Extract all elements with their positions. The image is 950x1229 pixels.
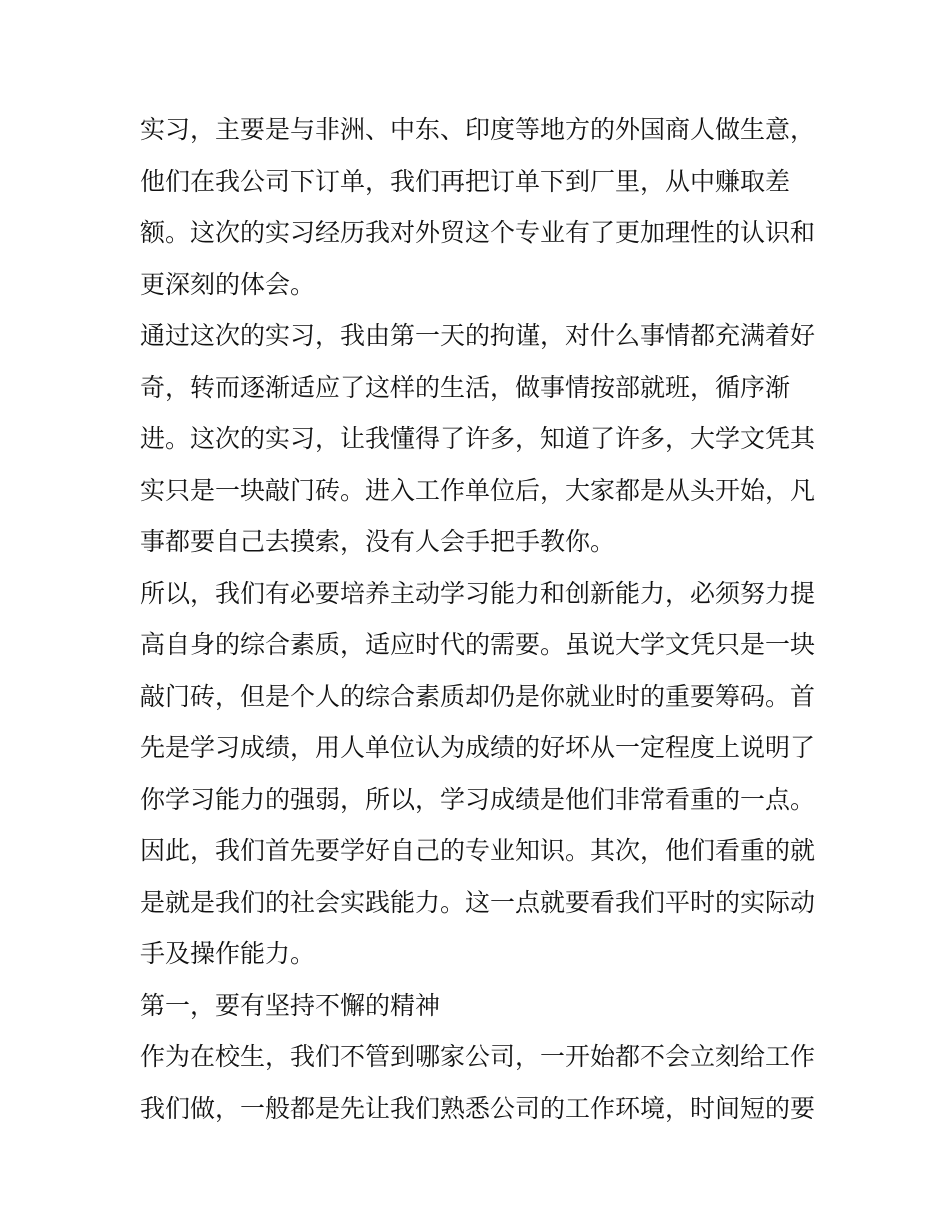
text-line: 事都要自己去摸索，没有人会手把手教你。 (140, 527, 616, 556)
text-line: 我们做，一般都是先让我们熟悉公司的工作环境，时间短的要 (140, 1093, 816, 1123)
text-line: 高自身的综合素质，适应时代的需要。虽说大学文凭只是一块 (140, 630, 816, 659)
text-line: 通过这次的实习，我由第一天的拘谨，对什么事情都充满着好 (140, 321, 816, 350)
text-line: 手及操作能力。 (140, 939, 316, 968)
section-heading: 第一，要有坚持不懈的精神 (140, 990, 441, 1020)
text-line: 敲门砖，但是个人的综合素质却仍是你就业时的重要筹码。首 (140, 681, 816, 711)
text-line: 奇，转而逐渐适应了这样的生活，做事情按部就班，循序渐 (140, 372, 791, 402)
text-line: 作为在校生，我们不管到哪家公司，一开始都不会立刻给工作 (140, 1042, 816, 1071)
text-line: 先是学习成绩，用人单位认为成绩的好坏从一定程度上说明了 (140, 733, 816, 762)
text-line: 你学习能力的强弱，所以，学习成绩是他们非常看重的一点。 (140, 784, 816, 814)
text-line: 实习，主要是与非洲、中东、印度等地方的外国商人做生意， (140, 115, 816, 144)
text-line: 额。这次的实习经历我对外贸这个专业有了更加理性的认识和 (140, 218, 816, 247)
body-text (140, 104, 820, 1134)
text-line: 进。这次的实习，让我懂得了许多，知道了许多，大学文凭其 (140, 424, 816, 453)
text-line: 是就是我们的社会实践能力。这一点就要看我们平时的实际动 (140, 887, 816, 917)
text-line: 实只是一块敲门砖。进入工作单位后，大家都是从头开始，凡 (140, 475, 816, 505)
text-line: 他们在我公司下订单，我们再把订单下到厂里，从中赚取差 (140, 166, 791, 196)
text-line: 所以，我们有必要培养主动学习能力和创新能力，必须努力提 (140, 578, 816, 608)
text-line: 更深刻的体会。 (140, 269, 316, 299)
text-line: 因此，我们首先要学好自己的专业知识。其次，他们看重的就 (140, 836, 816, 865)
